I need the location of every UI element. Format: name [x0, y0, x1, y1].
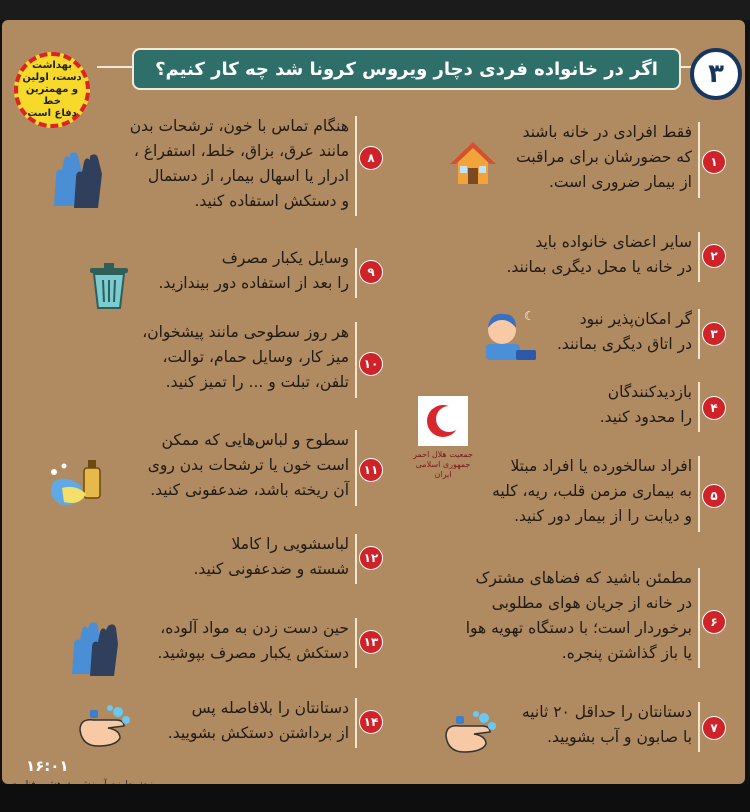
item-number-badge: ۱۴	[359, 710, 383, 734]
item-line: در خانه یا محل دیگری بمانند.	[506, 258, 692, 276]
sick-person-icon	[480, 306, 540, 362]
item-line: حین دست زدن به مواد آلوده،	[160, 619, 349, 637]
item-line: وسایل یکبار مصرف	[221, 249, 349, 267]
item-number-badge: ۳	[702, 322, 726, 346]
caption-line: جمهوری اسلامی ایران	[415, 460, 471, 479]
list-item	[112, 246, 357, 301]
list-item	[112, 320, 357, 400]
item-line: در اتاق دیگری بمانند.	[556, 335, 692, 353]
badge-line: بهداشت	[32, 60, 72, 71]
item-number-badge: ۱۰	[359, 352, 383, 376]
item-line: و دیابت را از بیمار دور کنید.	[514, 507, 692, 525]
item-line: سطوح و لباس‌هایی که ممکن	[161, 431, 349, 449]
house-icon	[448, 138, 498, 188]
item-number-badge: ۷	[702, 716, 726, 740]
item-number-badge: ۶	[702, 610, 726, 634]
item-line: به بیماری مزمن قلب، ریه، کلیه	[492, 482, 692, 500]
item-line: یا باز گذاشتن پنجره.	[561, 644, 692, 662]
item-line: ادرار یا اسهال بیمار، از دستمال	[147, 167, 349, 185]
svg-text:☾: ☾	[524, 309, 535, 323]
list-item	[112, 616, 357, 671]
item-line: که حضورشان برای مراقبت	[516, 148, 692, 166]
item-number-badge: ۸	[359, 146, 383, 170]
item-line: هنگام تماس با خون، ترشحات بدن	[129, 117, 349, 135]
item-line: دستانتان را بلافاصله پس	[191, 699, 349, 717]
gloves-icon	[48, 150, 108, 210]
item-number-badge: ۲	[702, 244, 726, 268]
badge-line: دفاع است	[27, 108, 77, 119]
gloves-icon	[68, 622, 120, 678]
list-item	[382, 230, 700, 285]
item-line: با صابون و آب بشویید.	[547, 728, 692, 746]
red-crescent-caption	[407, 450, 479, 480]
item-line: است خون یا ترشحات بدن روی	[147, 456, 349, 474]
item-number-badge: ۱۲	[359, 546, 383, 570]
item-number-badge: ۱۳	[359, 630, 383, 654]
badge-line: و مهمترین خط	[25, 84, 79, 107]
item-line: افراد سالخورده یا افراد مبتلا	[510, 457, 692, 475]
hand-wash-icon	[442, 706, 500, 754]
item-line: شسته و ضدعفونی کنید.	[193, 560, 349, 578]
hand-hygiene-badge	[14, 52, 90, 128]
hand-wash-icon	[76, 700, 134, 748]
item-line: برخوردار است؛ با دستگاه تهویه هوا	[465, 619, 692, 637]
item-line: مطمئن باشید که فضاهای مشترک	[475, 569, 692, 587]
item-number-badge: ۹	[359, 260, 383, 284]
bottom-bar	[0, 784, 750, 812]
item-line: دستکش یکبار مصرف بپوشید.	[157, 644, 349, 662]
infographic-poster	[2, 20, 745, 784]
item-line: از بیمار ضروری است.	[549, 173, 692, 191]
item-line: مانند عرق، بزاق، خلط، استفراغ ،	[133, 142, 349, 160]
list-item	[382, 700, 700, 755]
item-line: آن ریخته باشد، ضدعفونی کنید.	[150, 481, 349, 499]
trash-can-icon	[86, 260, 132, 310]
item-line: و دستکش استفاده کنید.	[194, 192, 349, 210]
list-item	[382, 120, 700, 200]
list-item	[382, 566, 700, 670]
item-number-badge: ۴	[702, 396, 726, 420]
list-item	[112, 428, 357, 508]
item-number-badge: ۵	[702, 484, 726, 508]
list-item	[112, 696, 357, 751]
header-line-left	[97, 66, 132, 68]
badge-line: دست، اولین	[22, 72, 82, 83]
list-item	[112, 114, 357, 218]
footer-code: ۱۶:۰۱	[26, 757, 69, 775]
item-line: در خانه از جریان هوای مطلوبی	[491, 594, 692, 612]
red-crescent-logo	[417, 395, 469, 447]
section-number-badge: ۳	[690, 48, 742, 100]
item-line: گر امکان‌پذیر نبود	[579, 310, 692, 328]
item-line: سایر اعضای خانواده باید	[535, 233, 692, 251]
item-number-badge: ۱	[702, 150, 726, 174]
list-item	[382, 307, 700, 362]
item-line: فقط افرادی در خانه باشند	[522, 123, 692, 141]
top-bar	[0, 0, 750, 20]
item-line: بازدیدکنندگان	[607, 383, 692, 401]
caption-line: جمعیت هلال احمر	[413, 450, 473, 459]
item-line: لباسشویی را کاملا	[231, 535, 349, 553]
item-line: از برداشتن دستکش بشویید.	[167, 724, 349, 742]
header-title: اگر در خانواده فردی دچار ویروس کرونا شد چه کار کنیم؟	[132, 48, 681, 90]
item-line: دستانتان را حداقل ۲۰ ثانیه	[521, 703, 692, 721]
item-line: هر روز سطوحی مانند پیشخوان،	[142, 323, 349, 341]
item-number-badge: ۱۱	[359, 458, 383, 482]
item-line: را بعد از استفاده دور بیندازید.	[158, 274, 349, 292]
item-line: میز کار، وسایل حمام، توالت،	[162, 348, 349, 366]
item-line: تلفن، تبلت و ... را تمیز کنید.	[165, 373, 349, 391]
list-item	[112, 532, 357, 587]
sanitizer-icon	[46, 454, 112, 514]
item-line: را محدود کنید.	[599, 408, 692, 426]
